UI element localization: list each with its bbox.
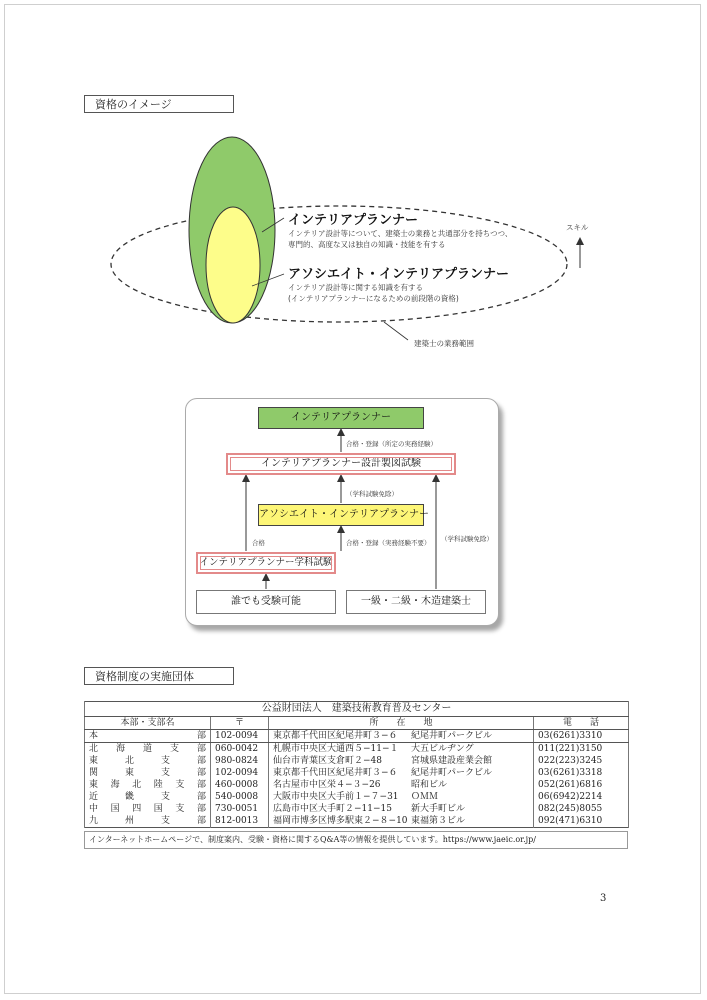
architect-scope-label: 建築士の業務範囲	[414, 339, 474, 348]
branch-name: 近畿支部	[85, 791, 211, 803]
aip-desc-line2: (インテリアプランナーになるための前段階の資格)	[288, 294, 459, 303]
branch-zip: 102-0094	[211, 767, 269, 779]
branch-zip: 730-0051	[211, 803, 269, 815]
branch-tel: 082(245)8055	[534, 803, 629, 815]
branch-zip: 980-0824	[211, 755, 269, 767]
branch-name: 東海北陸支部	[85, 779, 211, 791]
branch-address: 札幌市中央区大通西５−11−１	[273, 744, 399, 754]
branch-address: 名古屋市中区栄４−３−26	[273, 780, 381, 790]
ip-title: インテリアプランナー	[288, 213, 419, 228]
header-name: 本部・支部名	[85, 717, 211, 730]
table-row	[85, 803, 629, 815]
table-row	[85, 779, 629, 791]
honbu-address: 東京都千代田区紀尾井町３−６	[273, 731, 398, 741]
org-table-wrap	[84, 701, 628, 828]
branch-zip: 540-0008	[211, 791, 269, 803]
qualification-flow-panel	[185, 398, 499, 626]
label-pass-register-experience: 合格・登録（所定の実務経験）	[346, 440, 437, 448]
branch-building: 新大手町ビル	[411, 804, 466, 814]
branch-tel: 022(223)3245	[534, 755, 629, 767]
branch-address: 大阪市中央区大手前１−７−31	[273, 792, 399, 802]
branch-address: 仙台市青葉区支倉町２−48	[273, 756, 382, 766]
page-number: 3	[600, 893, 607, 904]
label-exempt-1: （学科試験免除）	[346, 490, 398, 498]
branch-tel: 03(6261)3318	[534, 767, 629, 779]
aip-title: アソシエイト・インテリアプランナー	[288, 267, 510, 282]
branch-building: 大五ビルヂング	[411, 744, 474, 754]
branch-tel: 011(221)3150	[534, 743, 629, 756]
scope-leader-line	[384, 322, 408, 340]
branch-address: 東京都千代田区紀尾井町３−６	[273, 768, 398, 778]
honbu-zip: 102-0094	[211, 730, 269, 743]
section-title-org: 資格制度の実施団体	[84, 667, 234, 685]
ip-desc-line2: 専門的、高度な又は独自の知識・技能を有する	[288, 240, 446, 249]
aip-desc-line1: インテリア設計等に関する知識を有する	[288, 283, 423, 292]
branch-building: 紀尾井町パークビル	[411, 768, 493, 778]
branch-name: 東北支部	[85, 755, 211, 767]
ellipse-diagram	[0, 0, 707, 380]
anyone-eligible-box: 誰でも受験可能	[196, 590, 336, 614]
ip-desc-line1: インテリア設計等について、建築士の業務と共通部分を持ちつつ、	[288, 229, 513, 238]
branch-building: 東福第３ビル	[411, 816, 466, 826]
branch-name: 九州支部	[85, 815, 211, 828]
associate-interior-planner-box: アソシエイト・インテリアプランナー	[258, 504, 424, 526]
label-pass: 合格	[252, 539, 265, 547]
licensed-architect-box: 一級・二級・木造建築士	[346, 590, 486, 614]
website-note: インターネットホームページで、制度案内、受験・資格に関するQ&A等の情報を提供しています。https://www.jaeic.or.jp/	[84, 831, 628, 849]
branch-building: 宮城県建設産業会館	[411, 756, 493, 766]
honbu-building: 紀尾井町パークビル	[411, 731, 493, 741]
branch-zip: 812-0013	[211, 815, 269, 828]
honbu-name-a: 本	[89, 731, 99, 741]
branch-rows	[85, 743, 629, 828]
table-row	[85, 815, 629, 828]
branch-name: 北海道支部	[85, 743, 211, 756]
section-title-image: 資格のイメージ	[84, 95, 234, 113]
table-row-honbu	[85, 730, 629, 743]
label-exempt-2: （学科試験免除）	[441, 535, 493, 543]
branch-tel: 06(6942)2214	[534, 791, 629, 803]
header-tel: 電 話	[534, 717, 629, 730]
branch-name: 関東支部	[85, 767, 211, 779]
org-table	[84, 701, 629, 828]
branch-address: 福岡市博多区博多駅東２−８−10	[273, 816, 408, 826]
header-zip: 〒	[211, 717, 269, 730]
table-row	[85, 791, 629, 803]
label-pass-register-no-experience: 合格・登録（実務経験不要）	[346, 539, 431, 547]
skill-label: スキル	[566, 223, 589, 232]
interior-planner-box: インテリアプランナー	[258, 407, 424, 429]
qualification-image-diagram	[0, 0, 707, 380]
branch-tel: 092(471)6310	[534, 815, 629, 828]
academic-exam-box: インテリアプランナー学科試験	[196, 552, 336, 574]
table-row	[85, 743, 629, 756]
branch-zip: 060-0042	[211, 743, 269, 756]
honbu-name-b: 部	[196, 731, 206, 741]
branch-building: ＯＭＭ	[411, 792, 439, 802]
table-header-row	[85, 717, 629, 730]
skill-arrow-icon	[576, 237, 584, 268]
branch-building: 昭和ビル	[411, 780, 448, 790]
branch-zip: 460-0008	[211, 779, 269, 791]
table-row	[85, 767, 629, 779]
org-name: 公益財団法人 建築技術教育普及センター	[85, 702, 629, 717]
branch-name: 中国四国支部	[85, 803, 211, 815]
honbu-tel: 03(6261)3310	[534, 730, 629, 743]
table-row	[85, 755, 629, 767]
design-drafting-exam-box: インテリアプランナー設計製図試験	[226, 453, 456, 475]
branch-address: 広島市中区大手町２−11−15	[273, 804, 392, 814]
associate-ellipse	[206, 207, 260, 323]
header-address: 所 在 地	[269, 717, 534, 730]
branch-tel: 052(261)6816	[534, 779, 629, 791]
